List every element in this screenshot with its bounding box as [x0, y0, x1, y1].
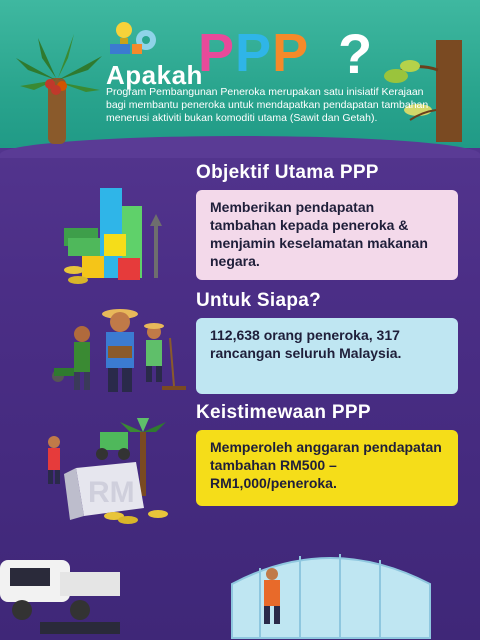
title-question-mark: ? [338, 22, 373, 85]
farmers-icon [50, 298, 190, 398]
ppp-letter-2: P [235, 23, 273, 83]
ppp-letter-1: P [198, 23, 236, 83]
palm-tree-icon [8, 28, 108, 146]
objektif-box: Memberikan pendapatan tambahan kepada peneroka & menjamin keselamatan makanan negara. [196, 190, 458, 280]
money-growth-icon [60, 178, 180, 290]
rm-text: RM [88, 476, 135, 509]
rm-money-plantation-icon [40, 418, 200, 530]
untuk-siapa-box: 112,638 orang peneroka, 317 rancangan seluruh Malaysia. [196, 318, 458, 394]
lightbulb-gear-icon [110, 16, 164, 56]
title-ppp [198, 23, 310, 83]
bottom-scene-icon [0, 538, 480, 640]
section-title-objektif: Objektif Utama PPP [196, 162, 379, 183]
ppp-letter-3: P [272, 23, 310, 83]
title-apakah: Apakah [106, 60, 203, 90]
section-title-untuk-siapa: Untuk Siapa? [196, 290, 322, 311]
section-title-keistimewaan: Keistimewaan PPP [196, 402, 371, 423]
keistimewaan-box: Memperoleh anggaran pendapatan tambahan RM500 – RM1,000/peneroka. [196, 430, 458, 506]
intro-text: Program Pembangunan Peneroka merupakan satu inisiatif Kerajaan bagi membantu peneroka untuk mendapatkan pendapatan tambahan menerusi aktiviti bukan komoditi utama (Sawit dan Getah). [106, 86, 429, 124]
